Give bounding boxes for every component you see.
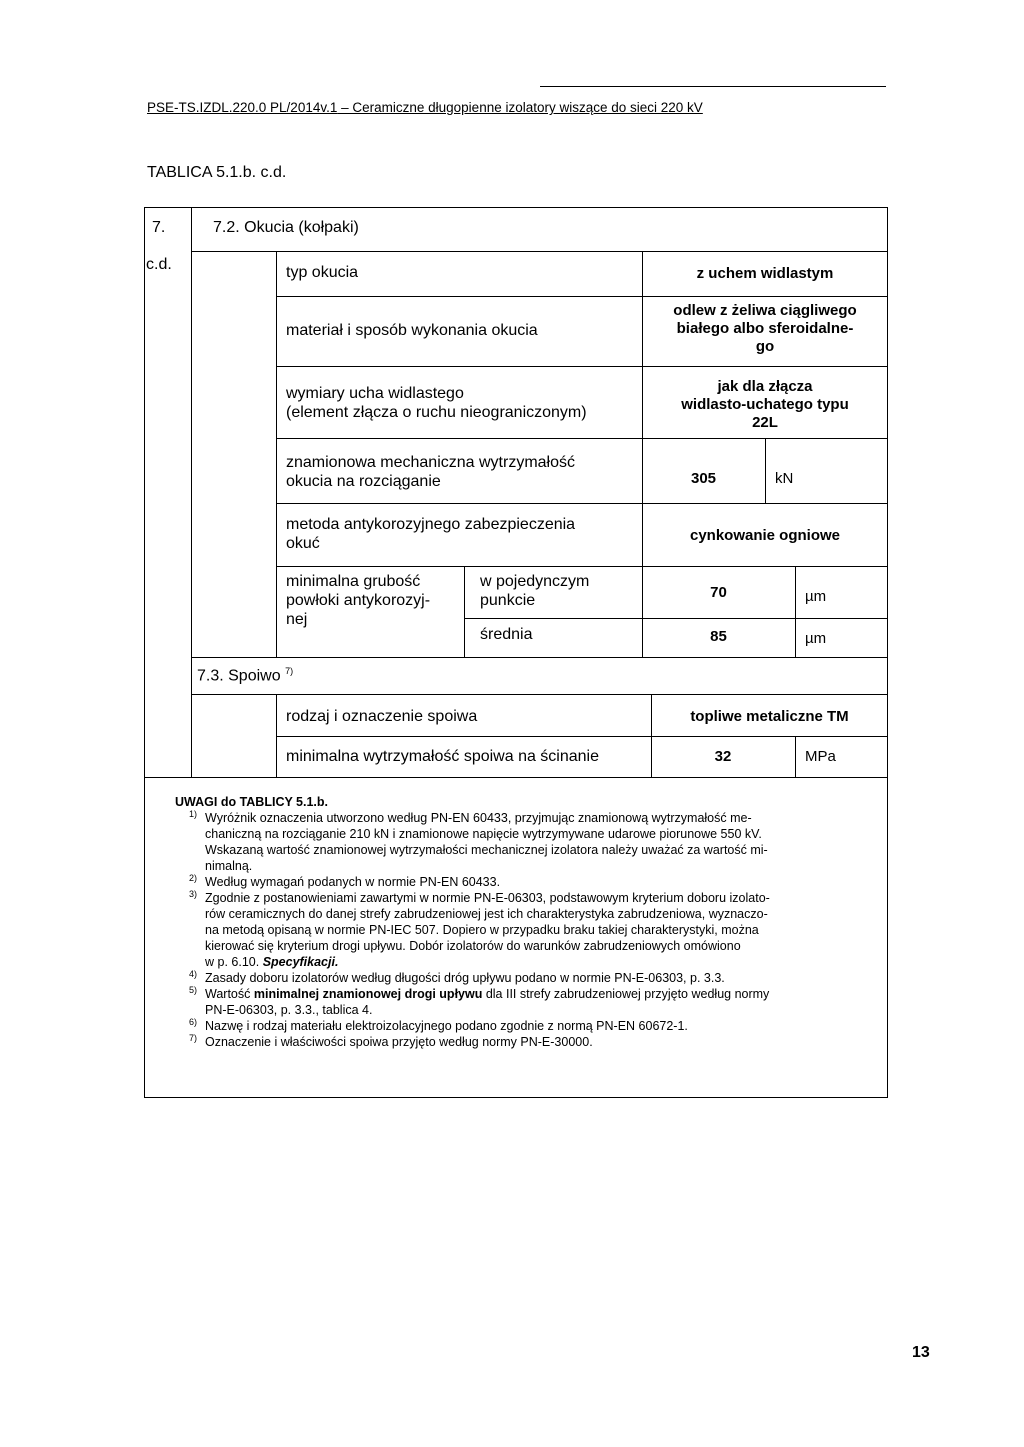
note-2 (175, 874, 770, 890)
notes-section (175, 794, 770, 1050)
note-line: kierować się kryterium drogi upływu. Dobór izolatorów do warunków zabrudzeniowych omówiono (205, 939, 741, 953)
grubosc-label (286, 572, 430, 630)
grubosc-label-line: powłoki antykorozyj- (286, 592, 431, 610)
metoda-label-line: metoda antykorozyjnego zabezpieczenia (286, 516, 576, 533)
note-line: Nazwę i rodzaj materiału elektroizolacyjnego podano zgodnie z normą PN-EN 60672-1. (205, 1019, 688, 1033)
note-6 (175, 1018, 770, 1034)
material-value-line: go (755, 338, 775, 355)
note-marker: 7) (189, 1033, 198, 1043)
pojedynczy-label-line: punkcie (480, 592, 536, 610)
note-line: Wyróżnik oznaczenia utworzono według PN-EN 60433, przyjmując znamionową wytrzymałość me- (205, 811, 752, 825)
col-divider (795, 736, 796, 777)
col-divider (795, 566, 796, 657)
metoda-value: cynkowanie ogniowe (689, 527, 841, 544)
scin-unit: MPa (805, 748, 836, 765)
scin-value: 32 (714, 748, 732, 765)
wytrz-unit: kN (775, 470, 794, 487)
note-line: Wskazaną wartość znamionowej wytrzymałości mechanicznej izolatora należy uważać za wartość mi- (205, 843, 768, 857)
wymiary-label-line: (element złącza o ruchu nieograniczonym) (286, 404, 587, 422)
note-1 (175, 810, 770, 874)
typ-label: typ okucia (286, 264, 359, 281)
row-divider (191, 657, 888, 658)
col-divider (191, 694, 192, 754)
note-line: chaniczną na rozciąganie 210 kN i znamionowe napięcie wytrzymywane udarowe piorunowe 550 kV. (205, 827, 762, 841)
table-title: TABLICA 5.1.b. c.d. (147, 164, 287, 181)
wymiary-value-line: 22L (752, 414, 778, 431)
note-line: rów ceramicznych do danej strefy zabrudzeniowej jest ich charakterystyka zabrudzeniowa, wyznaczo- (205, 907, 768, 921)
col-divider (191, 208, 192, 777)
page-header (147, 100, 703, 115)
doc-title: – Ceramiczne długopienne izolatory wiszące do sieci 220 kV (337, 100, 703, 115)
note-5 (175, 986, 770, 1018)
pojedynczy-label-line: w pojedynczym (480, 573, 590, 590)
note-line: Zgodnie z postanowieniami zawartymi w normie PN-E-06303, podstawowym kryterium doboru izolato- (205, 891, 770, 905)
rodzaj-label: rodzaj i oznaczenie spoiwa (286, 708, 478, 725)
rodzaj-value: topliwe metaliczne TM (690, 708, 849, 725)
note-line: Według wymagań podanych w normie PN-EN 60433. (205, 875, 501, 889)
spoiwo-title: 7.3. Spoiwo (197, 667, 281, 685)
note-italic-text: Specyfikacji. (262, 955, 339, 969)
section-number: 7. (152, 219, 166, 236)
srednia-label: średnia (480, 626, 533, 643)
pojedynczy-value: 70 (710, 584, 727, 601)
row-divider (276, 438, 888, 439)
note-line: Oznaczenie i właściwości spoiwa przyjęto według normy PN-E-30000. (205, 1035, 593, 1049)
pojedynczy-unit: µm (805, 588, 827, 605)
note-text: dla III strefy zabrudzeniowej przyjęto według normy (482, 987, 770, 1001)
material-value-line: odlew z żeliwa ciągliwego (673, 302, 857, 319)
grubosc-label-line: nej (286, 611, 308, 629)
col-divider (765, 438, 766, 503)
note-line: nimalną. (205, 859, 253, 873)
row-divider (191, 694, 888, 695)
wytrz-label-line: okucia na rozciąganie (286, 473, 441, 491)
material-value-line: białego albo sferoidalne- (676, 320, 854, 337)
pojedynczy-label (480, 572, 589, 610)
wytrz-label-line: znamionowa mechaniczna wytrzymałość (286, 454, 575, 471)
note-line (205, 986, 770, 1002)
table-bottom-rule (145, 777, 888, 778)
note-text: Wartość (205, 987, 254, 1001)
wytrz-value: 305 (690, 470, 717, 487)
col-divider (276, 251, 277, 657)
spoiwo-note-ref: 7) (285, 666, 294, 676)
row-divider (191, 251, 888, 252)
note-4 (175, 970, 770, 986)
row-divider (276, 736, 888, 737)
typ-value: z uchem widlastym (696, 265, 834, 282)
note-bold-text: minimalnej znamionowej drogi upływu (253, 987, 483, 1001)
note-line (205, 954, 770, 970)
section-continued: c.d. (146, 256, 172, 273)
note-line: PN-E-06303, p. 3.3., tablica 4. (205, 1003, 373, 1017)
note-marker: 3) (189, 889, 198, 899)
scin-label: minimalna wytrzymałość spoiwa na ścinanie (286, 748, 600, 765)
page-number: 13 (912, 1344, 930, 1361)
note-marker: 5) (189, 985, 198, 995)
row-divider (276, 503, 888, 504)
metoda-label-line: okuć (286, 535, 320, 553)
material-value (642, 302, 888, 356)
wytrz-label (286, 453, 575, 491)
srednia-unit: µm (805, 630, 827, 647)
grubosc-label-line: minimalna grubość (286, 573, 421, 590)
wymiary-label (286, 384, 587, 422)
note-text: w p. 6.10. (205, 955, 263, 969)
notes-heading: UWAGI do TABLICY 5.1.b. (175, 795, 329, 809)
row-divider (276, 366, 888, 367)
note-marker: 6) (189, 1017, 198, 1027)
row-divider (276, 566, 888, 567)
note-marker: 2) (189, 873, 198, 883)
wymiary-value-line: widlasto-uchatego typu (681, 396, 849, 413)
metoda-label (286, 515, 575, 553)
header-rule (540, 86, 886, 87)
wymiary-value (642, 378, 888, 432)
col-divider (464, 566, 465, 657)
subsection-72-title: 7.2. Okucia (kołpaki) (213, 219, 359, 236)
material-label: materiał i sposób wykonania okucia (286, 322, 538, 339)
note-line: na metodą opisaną w normie PN-IEC 507. Dopiero w przypadku braku takiej charakterystyki, można (205, 923, 759, 937)
srednia-value: 85 (710, 628, 727, 645)
note-7 (175, 1034, 770, 1050)
row-divider (464, 618, 888, 619)
note-line: Zasady doboru izolatorów według długości dróg upływu podano w normie PN-E-06303, p. 3.3. (205, 971, 725, 985)
note-3 (175, 890, 770, 970)
subsection-73-title (197, 666, 293, 686)
wymiary-label-line: wymiary ucha widlastego (286, 385, 464, 402)
doc-code: PSE-TS.IZDL.220.0 PL/2014v.1 (147, 100, 338, 115)
wymiary-value-line: jak dla złącza (717, 378, 813, 395)
row-divider (276, 296, 888, 297)
note-marker: 4) (189, 969, 198, 979)
note-marker: 1) (189, 809, 198, 819)
